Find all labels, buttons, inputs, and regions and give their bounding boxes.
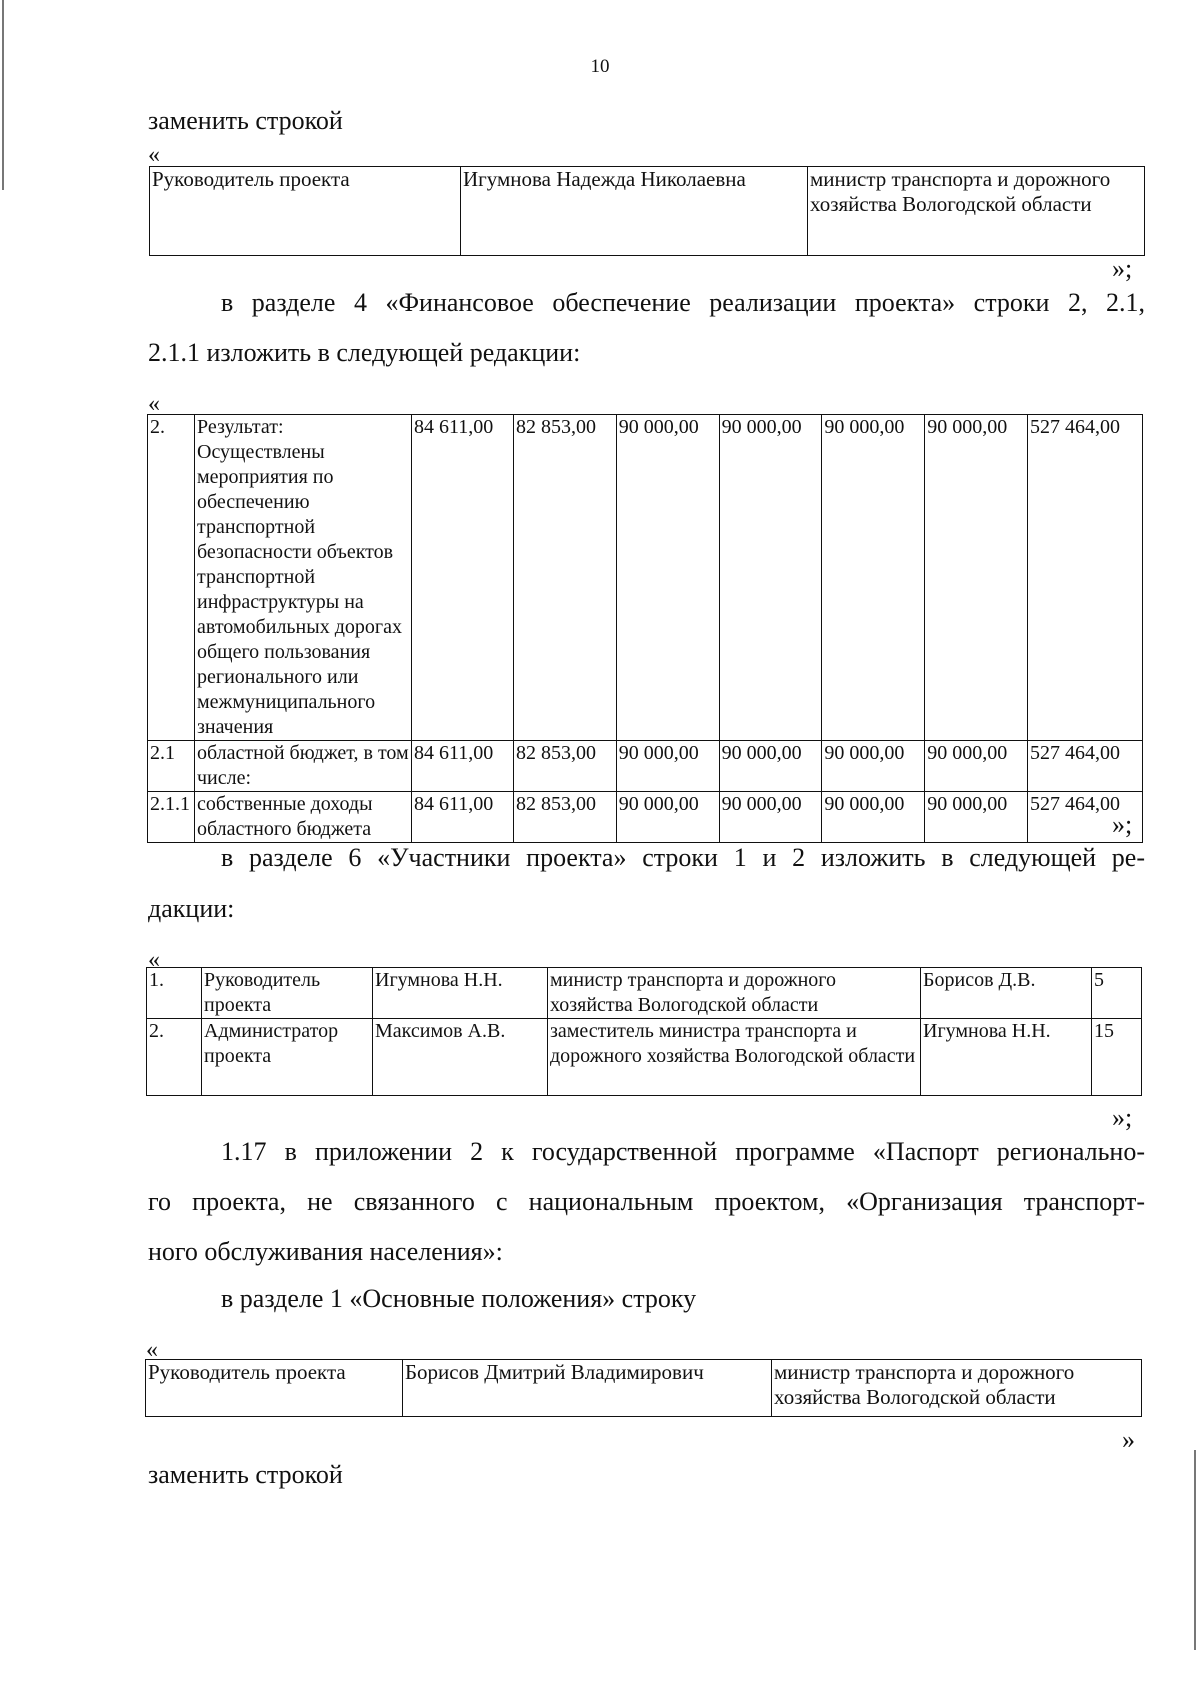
- table-row: [148, 792, 1143, 843]
- name-cell: Борисов Дмитрий Владимирович: [403, 1360, 772, 1417]
- outro-replace-text: заменить строкой: [148, 1460, 343, 1489]
- value-cell: 84 611,00: [412, 792, 514, 843]
- finance-table: [147, 414, 1143, 843]
- value-cell: 527 464,00: [1028, 741, 1143, 792]
- supervisor-cell: Борисов Д.В.: [921, 968, 1092, 1019]
- value-cell: 90 000,00: [616, 741, 719, 792]
- role-cell: Руководитель проекта: [202, 968, 373, 1019]
- row-name-cell: Результат: Осуществлены мероприятия по обеспечению транспортной безопасности объектов транспортной инфраструктуры на автомобильных дорогах общего пользования регионального или межмуниципального значения: [195, 415, 412, 741]
- scan-edge-right: [1194, 1450, 1196, 1650]
- role-cell: Руководитель проекта: [150, 167, 461, 256]
- position-cell: министр транспорта и дорожного хозяйства Вологодской области: [548, 968, 921, 1019]
- value-cell: 82 853,00: [513, 741, 616, 792]
- role-cell: Руководитель проекта: [146, 1360, 403, 1417]
- position-cell: министр транспорта и дорожного хозяйства Вологодской области: [808, 167, 1145, 256]
- value-cell: 90 000,00: [719, 741, 822, 792]
- value-cell: 84 611,00: [412, 415, 514, 741]
- value-cell: 527 464,00: [1028, 415, 1143, 741]
- value-cell: 90 000,00: [616, 415, 719, 741]
- share-cell: 5: [1092, 968, 1142, 1019]
- open-quote: «: [146, 1337, 158, 1363]
- row-number-cell: 2.: [147, 1019, 202, 1096]
- value-cell: 90 000,00: [925, 415, 1028, 741]
- open-quote: «: [148, 142, 160, 168]
- row-number-cell: 2.1: [148, 741, 195, 792]
- section6-paragraph-line1: в разделе 6 «Участники проекта» строки 1 и 2 изложить в следующей ре-: [221, 843, 1145, 872]
- value-cell: 90 000,00: [616, 792, 719, 843]
- name-cell: Игумнова Н.Н.: [373, 968, 548, 1019]
- supervisor-cell: Игумнова Н.Н.: [921, 1019, 1092, 1096]
- value-cell: 90 000,00: [925, 792, 1028, 843]
- leader-table-old: [145, 1359, 1142, 1417]
- scan-edge-left: [2, 0, 4, 190]
- value-cell: 82 853,00: [513, 792, 616, 843]
- close-quote: »;: [1112, 254, 1133, 283]
- page-number: 10: [590, 56, 610, 77]
- participants-table: [146, 967, 1142, 1096]
- row-name-cell: областной бюджет, в том числе:: [195, 741, 412, 792]
- value-cell: 90 000,00: [822, 792, 925, 843]
- position-cell: министр транспорта и дорожного хозяйства Вологодской области: [772, 1360, 1142, 1417]
- row-number-cell: 1.: [147, 968, 202, 1019]
- position-cell: заместитель министра транспорта и дорожного хозяйства Вологодской области: [548, 1019, 921, 1096]
- value-cell: 84 611,00: [412, 741, 514, 792]
- section4-paragraph-line2: 2.1.1 изложить в следующей редакции:: [148, 338, 581, 367]
- value-cell: 90 000,00: [719, 415, 822, 741]
- leader-table-new: [149, 166, 1145, 256]
- table-row: [148, 741, 1143, 792]
- row-name-cell: собственные доходы областного бюджета: [195, 792, 412, 843]
- table-row: [146, 1360, 1142, 1417]
- row-number-cell: 2.1.1: [148, 792, 195, 843]
- value-cell: 90 000,00: [822, 741, 925, 792]
- row-number-cell: 2.: [148, 415, 195, 741]
- value-cell: 90 000,00: [822, 415, 925, 741]
- table-row: [147, 968, 1142, 1019]
- value-cell: 90 000,00: [719, 792, 822, 843]
- close-quote: »;: [1112, 810, 1133, 839]
- section4-paragraph-line1: в разделе 4 «Финансовое обеспечение реализации проекта» строки 2, 2.1,: [221, 288, 1145, 317]
- open-quote: «: [148, 391, 160, 417]
- item117-line2: го проекта, не связанного с национальным проектом, «Организация транспорт-: [148, 1187, 1145, 1216]
- item117-line1: 1.17 в приложении 2 к государственной программе «Паспорт регионально-: [221, 1137, 1145, 1166]
- share-cell: 15: [1092, 1019, 1142, 1096]
- close-quote: »;: [1112, 1103, 1133, 1132]
- role-cell: Администратор проекта: [202, 1019, 373, 1096]
- value-cell: 90 000,00: [925, 741, 1028, 792]
- table-row: [147, 1019, 1142, 1096]
- open-quote: «: [148, 947, 160, 973]
- item117-line3: ного обслуживания населения»:: [148, 1237, 503, 1266]
- section6-paragraph-line2: дакции:: [148, 894, 235, 923]
- value-cell: 82 853,00: [513, 415, 616, 741]
- item117-line4: в разделе 1 «Основные положения» строку: [221, 1284, 697, 1313]
- intro-replace-text: заменить строкой: [148, 106, 343, 135]
- close-quote: »: [1122, 1425, 1135, 1454]
- value-cell: 527 464,00: [1028, 792, 1143, 843]
- name-cell: Игумнова Надежда Николаевна: [461, 167, 808, 256]
- table-row: [148, 415, 1143, 741]
- name-cell: Максимов А.В.: [373, 1019, 548, 1096]
- table-row: [150, 167, 1145, 256]
